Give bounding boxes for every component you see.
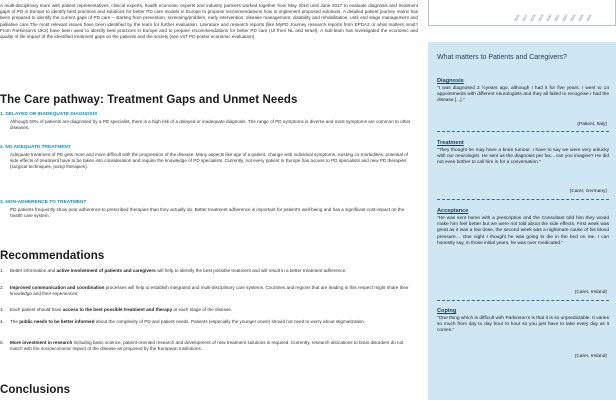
recommendation-text: [10, 307, 416, 313]
rec-text-post: will help to identify the best possible treatment and will result in a better treatment adherence.: [155, 268, 347, 273]
recommendations-heading: Recommendations: [0, 250, 105, 262]
sidebar-divider: [437, 199, 609, 200]
gap-3-title: 3. NON-ADHERENCE TO TREATMENT: [0, 200, 87, 205]
sidebar-heading-coping: Coping: [437, 308, 457, 314]
rec-text-bold: access to the best possible treatment and therapy: [62, 307, 173, 312]
sidebar-heading-diagnosis: Diagnosis: [437, 78, 464, 84]
rec-text-post: at each stage of the disease.: [172, 307, 233, 312]
chart-tick-label: 2020: [545, 13, 553, 22]
recommendation-text: [10, 340, 416, 352]
chart-tick-label: 2025: [585, 13, 593, 22]
recommendation-number: 3.: [0, 307, 4, 312]
gap-1-title: 1. DELAYED OR INADEQUATE DIAGNOSIS: [0, 112, 98, 117]
rec-text-bold: public needs to be better informed: [19, 319, 95, 324]
chart-tick-label: 2021: [553, 13, 561, 22]
chart-tick-label: 2016: [513, 13, 521, 22]
sidebar-quote: "He was sent home with a prescription and the Consultant told him they would make him feel better but we were not told about the side effects. First week was great as it was a low dose, the second week was a nightmare cause of his blood pressure… One night I thought he was going to die in the bed on me. I can honestly say, in those initial years, he was over medicated.": [437, 216, 609, 246]
sidebar-quote: "One thing which is difficult with Parkinson's is that it is so unpredictable. It varies so much from day to day hour to hour so you just have to take every day as it comes.": [437, 316, 609, 334]
sidebar-quote: "They thought he may have a brain tumour. I have to say we were very unlucky with our neurologist. He sent us the diagnosis per fax…can you imagine? He did not even bother to call him in for a conversation.": [437, 148, 609, 166]
recommendation-number: 4.: [0, 319, 4, 324]
gap-1-text: Although 50% of patients are diagnosed by a PD specialist, there is a high risk of a delayed or inadequate diagnosis. The range of PD symptoms is diverse and most symptoms are common to other diseases.: [10, 119, 411, 131]
chart-tick-label: 2017: [521, 13, 529, 22]
gap-2-text: Adequate treatment of PD gets more and more difficult with the progression of the disease. Many aspects like age of a patient, change with individual symptoms, existing co-morbidities, potential of side effects of treatment have to be taken into consideration and require the knowledge of PD specialists. Currently, not every patient in Europe has access to PD specialists and new PD therapies (surgical techniques, pump therapies).: [10, 152, 408, 170]
recommendation-text: [10, 268, 416, 274]
rec-text-pre: The: [10, 319, 20, 324]
rec-text-pre: Better information and: [10, 268, 57, 273]
intro-paragraph: A multi-disciplinary team with patient representatives, clinical experts, health economic experts and industry partners worked together from May 2016 until June 2017 to evaluate diagnosis and treatment gaps of PD in Europe to identify best practices and solutions for better PD care models in Europe to propose recommendations how to implement proposed solutions. A detailed patient journey matrix has been prepared to identify the current gaps of PD care – starting from prevention, screening/problem, early intervention, disease management, disability and rehabilitation, until end stage management and palliative care.The most relevant issues have been identified by the team for further evaluation. Literature and research reports (like MyPD Journey research reports from EPDA2 or what matters most? From Parkinson's UK2) have been used to identify best practices in Europe and to prepare recommendations for better PD care (UI from NL and Israel). A sub-team has investigated the economic and quality of life impact of the identified treatment gaps on the patients and the society (see VoT PD poster economic evaluation).: [0, 3, 418, 40]
rec-text-post: processes will help to establish integrated and multi-disciplinary care systems. Countries and regions that are leading in this respect might share their knowledge and their experiences.: [10, 285, 409, 297]
gap-2-title: 2. NO ADEQUATE TREATMENT: [0, 145, 71, 150]
conclusions-heading: Conclusions: [0, 384, 71, 396]
chart-tick-label: 2022: [561, 13, 569, 22]
chart-fragment: [428, 0, 616, 26]
sidebar-quote: "I was diagnosed 2 ½years ago, although I had it for five years. I went to 14 appointments with different neurologists and they all failed to recognise I had the disease [...].": [437, 86, 609, 104]
sidebar-quote-source: (Patient, Italy): [577, 122, 607, 127]
recommendation-number: 5.: [0, 340, 4, 345]
sidebar-quote-source: (Carer, Ireland): [574, 290, 607, 295]
sidebar-title: What matters to Patients and Caregivers?: [437, 54, 567, 61]
sidebar-heading-acceptance: Acceptance: [437, 208, 469, 214]
rec-text-post: about the complexity of PD and patient needs. Patients (especially the younger ones!) should not need to worry about stigmatization.: [94, 319, 366, 324]
sidebar-quote-source: (Carer, Ireland): [574, 354, 607, 359]
rec-text-post: including basic science, patient-oriented research and development of new treatment solutions is required. Currently, research allocations to brain disorders do not match with the socioeconomic impact of the disease as proposed by the European Institutions.: [10, 340, 404, 352]
chart-tick-label: 2019: [537, 13, 545, 22]
recommendation-number: 2.: [0, 285, 4, 290]
sidebar-divider: [437, 300, 609, 301]
recommendation-text: [10, 285, 416, 297]
chart-tick-label: 2018: [529, 13, 537, 22]
sidebar-quote-source: (Carer, Germany): [569, 189, 607, 194]
recommendation-number: 1.: [0, 268, 4, 273]
care-pathway-heading: The Care pathway: Treatment Gaps and Unmet Needs: [0, 94, 298, 106]
chart-tick-label: 2024: [577, 13, 585, 22]
sidebar-heading-treatment: Treatment: [437, 140, 464, 146]
rec-text-bold: Improved communication and coordination: [10, 285, 105, 290]
gap-3-text: PD patients frequently show poor adherence to prescribed therapies than they actually do. Better treatment adherence is important for patient's well-being and has a significant cost impact on the health care system.: [10, 207, 405, 219]
rec-text-pre: Each patient should have: [10, 307, 63, 312]
chart-tick-label: 2023: [569, 13, 577, 22]
rec-text-bold: More investment in research: [10, 340, 73, 345]
sidebar-divider: [437, 131, 609, 132]
patient-voices-sidebar: [428, 42, 616, 400]
recommendation-text: [10, 319, 416, 325]
rec-text-bold: active involvement of patients and caregivers: [56, 268, 156, 273]
